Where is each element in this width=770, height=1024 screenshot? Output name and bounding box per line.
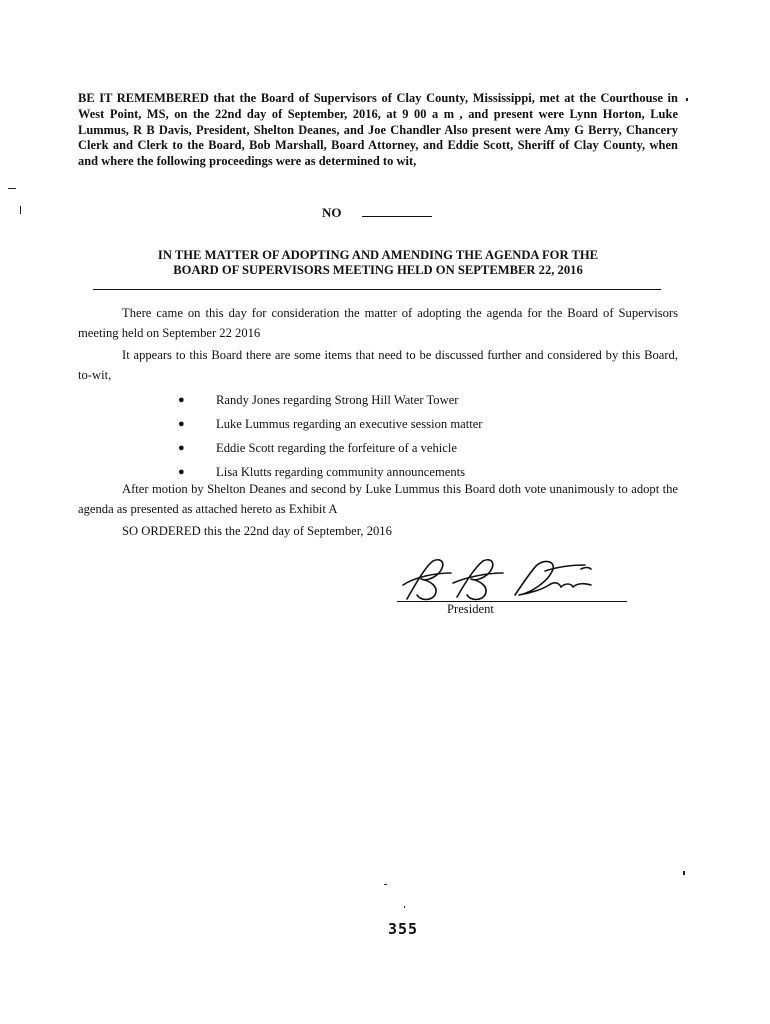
motion-paragraph <box>78 480 678 519</box>
scan-speck <box>384 884 387 885</box>
consideration-paragraph <box>78 304 678 343</box>
resolution-heading <box>78 248 678 278</box>
heading-line-1: IN THE MATTER OF ADOPTING AND AMENDING THE AGENDA FOR THE <box>157 248 599 262</box>
consideration-text: There came on this day for consideration the matter of adopting the agenda for the Board of Supervisors meeting held on September 22 2016 <box>78 306 678 340</box>
list-item: ● Randy Jones regarding Strong Hill Water Tower <box>178 388 483 412</box>
scan-speck <box>20 206 21 214</box>
signature-line <box>397 601 627 602</box>
motion-text: After motion by Shelton Deanes and second by Luke Lummus this Board doth vote unanimously to adopt the agenda as presented as attached hereto as Exhibit A <box>78 482 678 516</box>
list-item: ● Lisa Klutts regarding community announcements <box>178 460 483 484</box>
bullet-icon: ● <box>178 394 185 406</box>
resolution-number <box>322 205 432 221</box>
bullet-icon: ● <box>178 418 185 430</box>
order-text: SO ORDERED this the 22nd day of September, 2016 <box>122 524 392 538</box>
number-blank <box>362 216 432 217</box>
scan-speck <box>404 906 405 908</box>
scan-speck <box>8 188 16 189</box>
president-signature <box>395 555 631 605</box>
agenda-items-list <box>178 388 483 484</box>
order-paragraph <box>78 522 678 542</box>
page-number: 355 <box>388 920 419 938</box>
bullet-icon: ● <box>178 442 185 454</box>
items-intro-paragraph <box>78 346 678 385</box>
number-label: NO <box>322 205 342 220</box>
heading-rule <box>93 289 661 290</box>
list-item: ● Eddie Scott regarding the forfeiture of a vehicle <box>178 436 483 460</box>
scan-speck <box>686 98 688 101</box>
list-item: ● Luke Lummus regarding an executive session matter <box>178 412 483 436</box>
scan-speck <box>683 871 685 875</box>
intro-paragraph: BE IT REMEMBERED that the Board of Supervisors of Clay County, Mississippi, met at the Courthouse in West Point, MS, on the 22nd day of September, 2016, at 9 00 a m , and present were Lynn Horton, Luke Lummus, R B Davis, President, Shelton Deanes, and Joe Chandler Also present were Amy G Berry, Chancery Clerk and Clerk to the Board, Bob Marshall, Board Attorney, and Eddie Scott, Sheriff of Clay County, when and where the following proceedings were as determined to wit, <box>78 91 678 169</box>
items-intro-text: It appears to this Board there are some items that need to be discussed further and considered by this Board, to-wit, <box>78 348 678 382</box>
heading-line-2: BOARD OF SUPERVISORS MEETING HELD ON SEPTEMBER 22, 2016 <box>173 263 583 277</box>
signature-label: President <box>447 602 494 616</box>
bullet-icon: ● <box>178 466 185 478</box>
